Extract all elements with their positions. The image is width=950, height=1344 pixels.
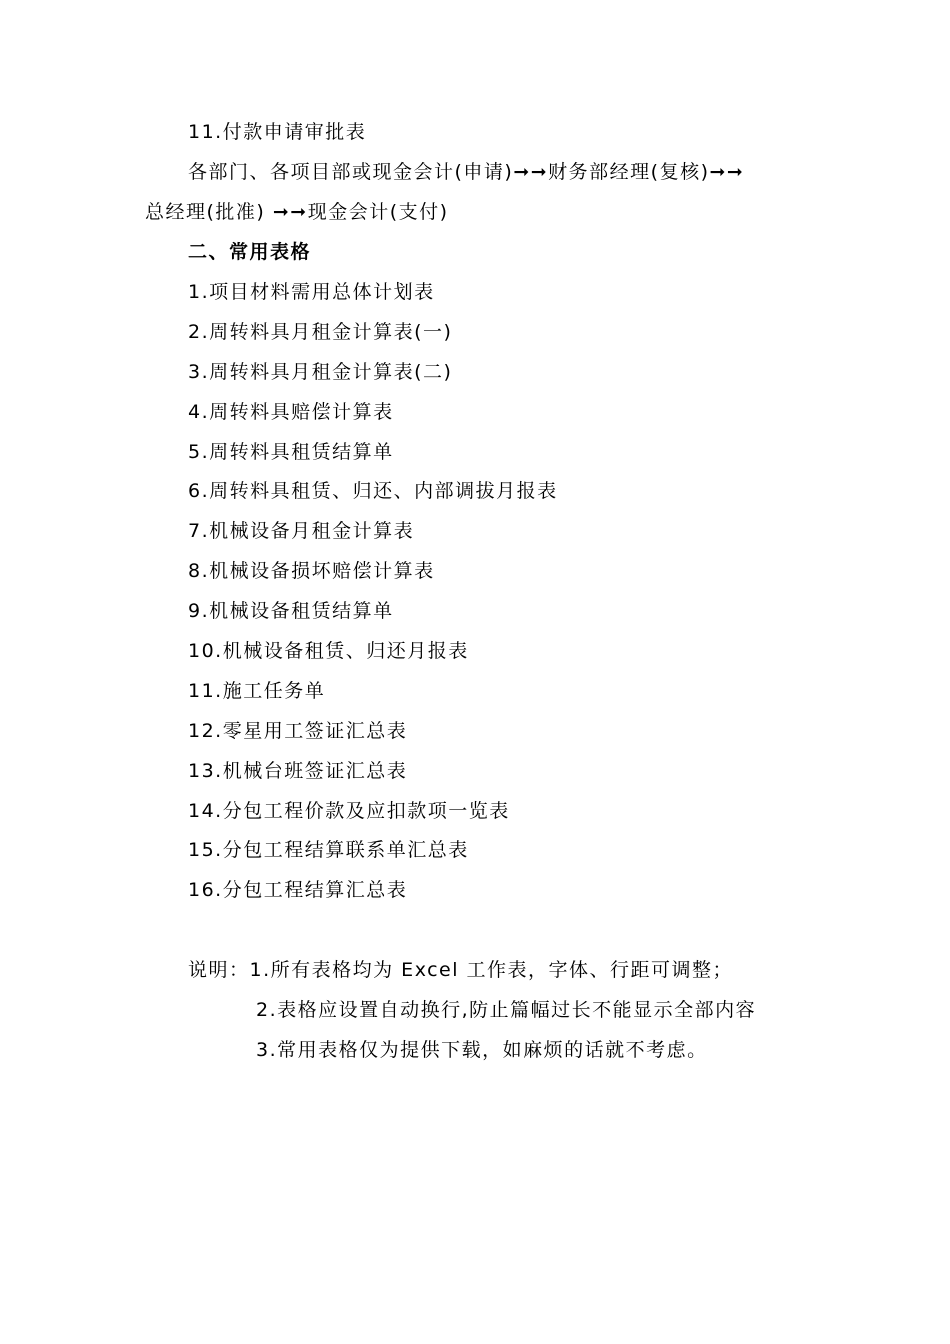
notes-block [188,957,756,1077]
list-item: 6.周转料具租赁、归还、内部调拔月报表 [188,480,558,503]
list-item: 5.周转料具租赁结算单 [188,440,394,463]
approval-flow-line-2: 总经理(批准) ➞➞现金会计(支付) [145,201,449,223]
list-item: 12.零星用工签证汇总表 [188,719,408,742]
list-item: 15.分包工程结算联系单汇总表 [188,839,469,862]
list-item: 14.分包工程价款及应扣款项一览表 [188,799,510,822]
approval-form-heading: 11.付款申请审批表 [188,121,367,143]
list-item: 9.机械设备租赁结算单 [188,600,394,623]
list-item: 16.分包工程结算汇总表 [188,879,408,902]
approval-flow-line-1: 各部门、各项目部或现金会计(申请)➞➞财务部经理(复核)➞➞ [188,161,745,183]
list-item: 13.机械台班签证汇总表 [188,759,408,782]
list-item: 4.周转料具赔偿计算表 [188,400,394,423]
section-heading-common-forms: 二、常用表格 [188,241,312,263]
list-item: 1.项目材料需用总体计划表 [188,281,435,303]
note-item: 3.常用表格仅为提供下载，如麻烦的话就不考虑。 [256,1039,708,1061]
notes-label: 说明： [188,959,250,981]
list-item: 7.机械设备月租金计算表 [188,520,415,543]
list-item: 3.周转料具月租金计算表(二) [188,360,453,383]
note-item: 2.表格应设置自动换行,防止篇幅过长不能显示全部内容 [256,999,757,1021]
list-item: 11.施工任务单 [188,679,326,702]
list-item: 2.周转料具月租金计算表(一) [188,320,453,343]
common-forms-list [188,279,558,917]
list-item: 8.机械设备损坏赔偿计算表 [188,560,435,583]
note-item: 1.所有表格均为 Excel 工作表，字体、行距可调整； [249,959,734,981]
list-item: 10.机械设备租赁、归还月报表 [188,640,469,663]
